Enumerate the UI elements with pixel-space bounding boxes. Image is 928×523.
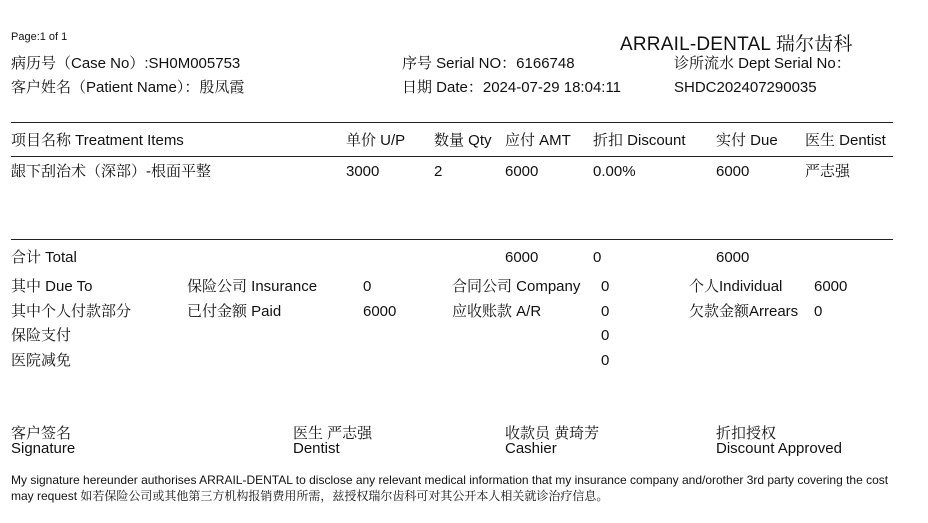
company-value: 0 bbox=[601, 278, 610, 295]
cell-unit-price: 3000 bbox=[346, 163, 380, 180]
arrears-label: 欠款金额Arrears bbox=[689, 303, 799, 320]
page-indicator: Page:1 of 1 bbox=[11, 31, 68, 43]
signature-discount bbox=[716, 426, 842, 456]
dept-serial-label: 诊所流水 Dept Serial No： bbox=[674, 55, 851, 72]
signature-discount-cn: 折扣授权 bbox=[716, 425, 777, 442]
signature-customer bbox=[11, 426, 75, 456]
serial-number: 序号 Serial NO：6166748 bbox=[402, 55, 575, 72]
individual-label: 个人Individual bbox=[689, 278, 783, 295]
visit-date: 日期 Date：2024-07-29 18:04:11 bbox=[402, 79, 622, 96]
total-amt: 6000 bbox=[505, 249, 539, 266]
cell-due: 6000 bbox=[716, 163, 750, 180]
col-amt: 应付 AMT bbox=[505, 132, 571, 149]
total-label: 合计 Total bbox=[11, 249, 77, 266]
patient-name: 客户姓名（Patient Name）：殷凤霞 bbox=[11, 79, 245, 96]
individual-value: 6000 bbox=[814, 278, 848, 295]
personal-part-label: 其中个人付款部分 bbox=[11, 303, 132, 320]
company-label: 合同公司 Company bbox=[452, 278, 581, 295]
paid-value: 6000 bbox=[363, 303, 397, 320]
case-number: 病历号（Case No）:SH0M005753 bbox=[11, 55, 241, 72]
cell-qty: 2 bbox=[434, 163, 443, 180]
col-dentist: 医生 Dentist bbox=[805, 132, 886, 149]
total-discount: 0 bbox=[593, 249, 602, 266]
insurance-pay-value: 0 bbox=[601, 327, 610, 344]
col-unit-price: 单价 U/P bbox=[346, 132, 406, 149]
ar-label: 应收账款 A/R bbox=[452, 303, 542, 320]
cell-treatment: 龈下刮治术（深部）-根面平整 bbox=[11, 163, 211, 180]
authorization-line-2: may request 如若保险公司或其他第三方机构报销费用所需，兹授权瑞尔齿科可对其公开本人相关就诊治疗信息。 bbox=[11, 489, 609, 503]
ar-value: 0 bbox=[601, 303, 610, 320]
signature-cashier-cn: 收款员 黄琦芳 bbox=[505, 425, 600, 442]
insurance-pay-label: 保险支付 bbox=[11, 327, 72, 344]
dept-serial-value: SHDC202407290035 bbox=[674, 79, 817, 96]
signature-dentist bbox=[293, 426, 372, 456]
divider-total bbox=[11, 239, 893, 240]
divider-top bbox=[11, 122, 893, 123]
brand-title: ARRAIL-DENTAL 瑞尔齿科 bbox=[620, 34, 853, 55]
hospital-waive-value: 0 bbox=[601, 352, 610, 369]
col-treatment-items: 项目名称 Treatment Items bbox=[11, 132, 184, 149]
due-to-label: 其中 Due To bbox=[11, 278, 93, 295]
cell-dentist: 严志强 bbox=[805, 163, 851, 180]
signature-discount-en: Discount Approved bbox=[716, 440, 842, 457]
authorization-line-1: My signature hereunder authorises ARRAIL-DENTAL to disclose any relevant medical information that my insurance company and/orother 3rd party covering the cost bbox=[11, 473, 889, 487]
authorization-notice bbox=[11, 472, 911, 504]
paid-label: 已付金额 Paid bbox=[187, 303, 282, 320]
col-discount: 折扣 Discount bbox=[593, 132, 686, 149]
insurance-value: 0 bbox=[363, 278, 372, 295]
col-qty: 数量 Qty bbox=[434, 132, 492, 149]
signature-customer-cn: 客户签名 bbox=[11, 425, 72, 442]
col-due: 实付 Due bbox=[716, 132, 778, 149]
insurance-label: 保险公司 Insurance bbox=[187, 278, 318, 295]
cell-discount: 0.00% bbox=[593, 163, 636, 180]
hospital-waive-label: 医院减免 bbox=[11, 352, 72, 369]
total-due: 6000 bbox=[716, 249, 750, 266]
signature-dentist-en: Dentist bbox=[293, 440, 340, 457]
arrears-value: 0 bbox=[814, 303, 823, 320]
divider-header bbox=[11, 156, 893, 157]
signature-cashier bbox=[505, 426, 599, 456]
cell-amt: 6000 bbox=[505, 163, 539, 180]
signature-customer-en: Signature bbox=[11, 440, 76, 457]
signature-cashier-en: Cashier bbox=[505, 440, 557, 457]
signature-dentist-cn: 医生 严志强 bbox=[293, 425, 373, 442]
